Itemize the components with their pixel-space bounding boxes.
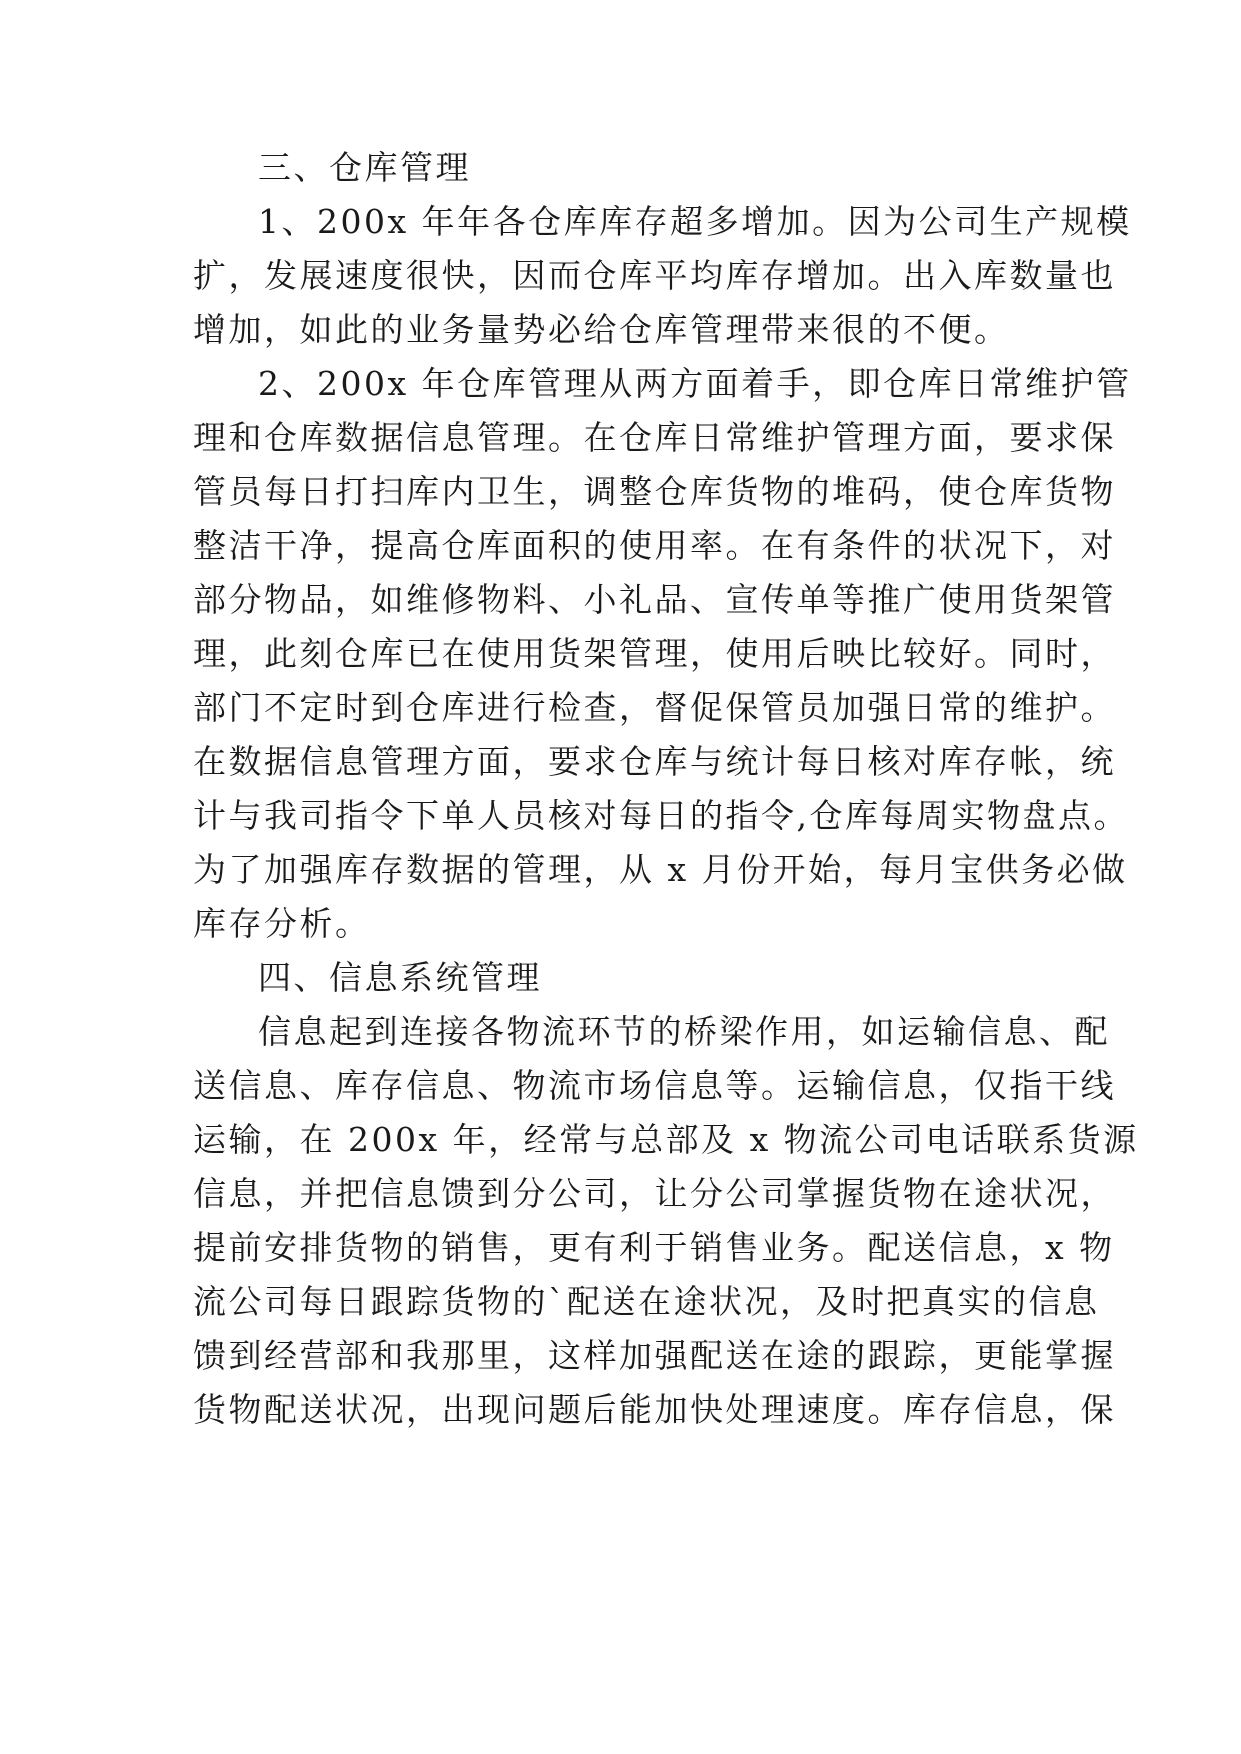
paragraph-line: 部门不定时到仓库进行检查，督促保管员加强日常的维护。: [193, 688, 1116, 727]
paragraph-line: 2、200x 年仓库管理从两方面着手，即仓库日常维护管: [258, 364, 1132, 403]
paragraph-line: 扩，发展速度很快，因而仓库平均库存增加。出入库数量也: [193, 256, 1116, 295]
paragraph-line: 理，此刻仓库已在使用货架管理，使用后映比较好。同时，: [193, 634, 1116, 673]
paragraph-line: 理和仓库数据信息管理。在仓库日常维护管理方面，要求保: [193, 418, 1116, 457]
paragraph-line: 1、200x 年年各仓库库存超多增加。因为公司生产规模: [258, 202, 1132, 241]
paragraph-line: 馈到经营部和我那里，这样加强配送在途的跟踪，更能掌握: [193, 1336, 1116, 1375]
paragraph-line: 管员每日打扫库内卫生，调整仓库货物的堆码，使仓库货物: [193, 472, 1116, 511]
paragraph-line: 货物配送状况，出现问题后能加快处理速度。库存信息，保: [193, 1390, 1116, 1429]
section-heading-warehouse: 三、仓库管理: [258, 148, 471, 187]
paragraph-line: 为了加强库存数据的管理，从 x 月份开始，每月宝供务必做: [193, 850, 1128, 889]
paragraph-line: 送信息、库存信息、物流市场信息等。运输信息，仅指干线: [193, 1066, 1116, 1105]
paragraph-line: 增加，如此的业务量势必给仓库管理带来很的不便。: [193, 310, 1010, 349]
paragraph-line: 运输，在 200x 年，经常与总部及 x 物流公司电话联系货源: [193, 1120, 1139, 1159]
paragraph-line: 整洁干净，提高仓库面积的使用率。在有条件的状况下，对: [193, 526, 1116, 565]
paragraph-line: 在数据信息管理方面，要求仓库与统计每日核对库存帐，统: [193, 742, 1116, 781]
paragraph-line: 库存分析。: [193, 904, 371, 943]
paragraph-line: 计与我司指令下单人员核对每日的指令,仓库每周实物盘点。: [193, 796, 1129, 835]
paragraph-line: 提前安排货物的销售，更有利于销售业务。配送信息，x 物: [193, 1228, 1115, 1267]
paragraph-line: 信息，并把信息馈到分公司，让分公司掌握货物在途状况，: [193, 1174, 1116, 1213]
paragraph-line: 流公司每日跟踪货物的`配送在途状况，及时把真实的信息: [193, 1282, 1100, 1321]
paragraph-line: 部分物品，如维修物料、小礼品、宣传单等推广使用货架管: [193, 580, 1116, 619]
paragraph-line: 信息起到连接各物流环节的桥梁作用，如运输信息、配: [258, 1012, 1110, 1051]
section-heading-info-system: 四、信息系统管理: [258, 958, 542, 997]
